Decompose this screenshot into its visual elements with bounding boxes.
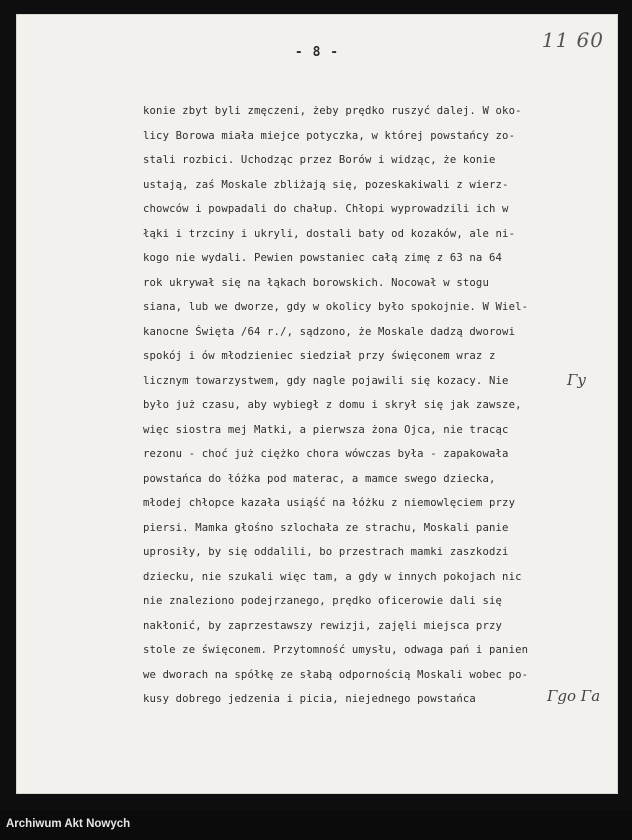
- text-line: spokój i ów młodzieniec siedział przy święconem wraz z: [143, 350, 496, 362]
- text-line: uprosiły, by się oddalili, bo przestrach mamki zaszkodzi: [143, 546, 509, 558]
- text-line: licy Borowa miała miejce potyczka, w której powstańcy zo-: [143, 129, 516, 142]
- archive-label: Archiwum Akt Nowych: [6, 818, 131, 830]
- text-line: rezonu - choć już ciężko chora wówczas była - zapakowała: [143, 448, 509, 460]
- text-line: kogo nie wydali. Pewien powstaniec całą zimę z 63 na 64: [143, 252, 503, 264]
- text-line: stole ze święconem. Przytomność umysłu, odwaga pań i panien: [143, 644, 529, 656]
- text-line: chowców i powpadali do chałup. Chłopi wyprowadzili ich w: [143, 203, 509, 215]
- text-line: ustają, zaś Moskale zbliżają się, pozeskakiwali z wierz-: [143, 178, 509, 191]
- page-number: - 8 -: [294, 45, 340, 60]
- text-line: rok ukrywał się na łąkach borowskich. Nocował w stogu: [143, 276, 489, 289]
- text-line: kusy dobrego jedzenia i picia, niejednego powstańca: [143, 693, 476, 705]
- margin-note-2: Γgo Γa: [547, 687, 601, 705]
- text-line: konie zbyt byli zmęczeni, żeby prędko ruszyć dalej. W oko-: [143, 105, 522, 117]
- text-line: kanocne Święta /64 r./, sądzono, że Moskale dadzą dworowi: [143, 325, 516, 338]
- text-line: powstańca do łóżka pod materac, a mamce swego dziecka,: [143, 472, 496, 485]
- document-page: [16, 14, 618, 794]
- footer-bar: [0, 810, 632, 840]
- text-line: nie znaleziono podejrzanego, prędko oficerowie dali się: [143, 595, 503, 607]
- text-line: nakłonić, by zaprzestawszy rewizji, zajęli miejsca przy: [143, 619, 503, 632]
- text-line: stali rozbici. Uchodząc przez Borów i widząc, że konie: [143, 154, 496, 166]
- text-line: piersi. Mamka głośno szlochała ze strachu, Moskali panie: [143, 521, 509, 534]
- text-line: dziecku, nie szukali więc tam, a gdy w innych pokojach nic: [143, 570, 522, 583]
- text-line: siana, lub we dworze, gdy w okolicy było spokojnie. W Wiel-: [143, 301, 529, 313]
- text-line: we dworach na spółkę ze słabą odpornością Moskali wobec po-: [143, 668, 529, 681]
- text-line: więc siostra mej Matki, a pierwsza żona Ojca, nie tracąc: [143, 423, 509, 436]
- text-line: łąki i trzciny i ukryli, dostali baty od kozaków, ale ni-: [143, 227, 516, 240]
- text-line: młodej chłopce kazała usiąść na łóżku z niemowlęciem przy: [143, 497, 516, 509]
- margin-note-1: Γy: [567, 371, 586, 389]
- text-line: było już czasu, aby wybiegł z domu i skrył się jak zawsze,: [143, 399, 522, 411]
- folio-mark: 11 60: [541, 28, 604, 52]
- text-line: licznym towarzystwem, gdy nagle pojawili się kozacy. Nie: [143, 374, 509, 387]
